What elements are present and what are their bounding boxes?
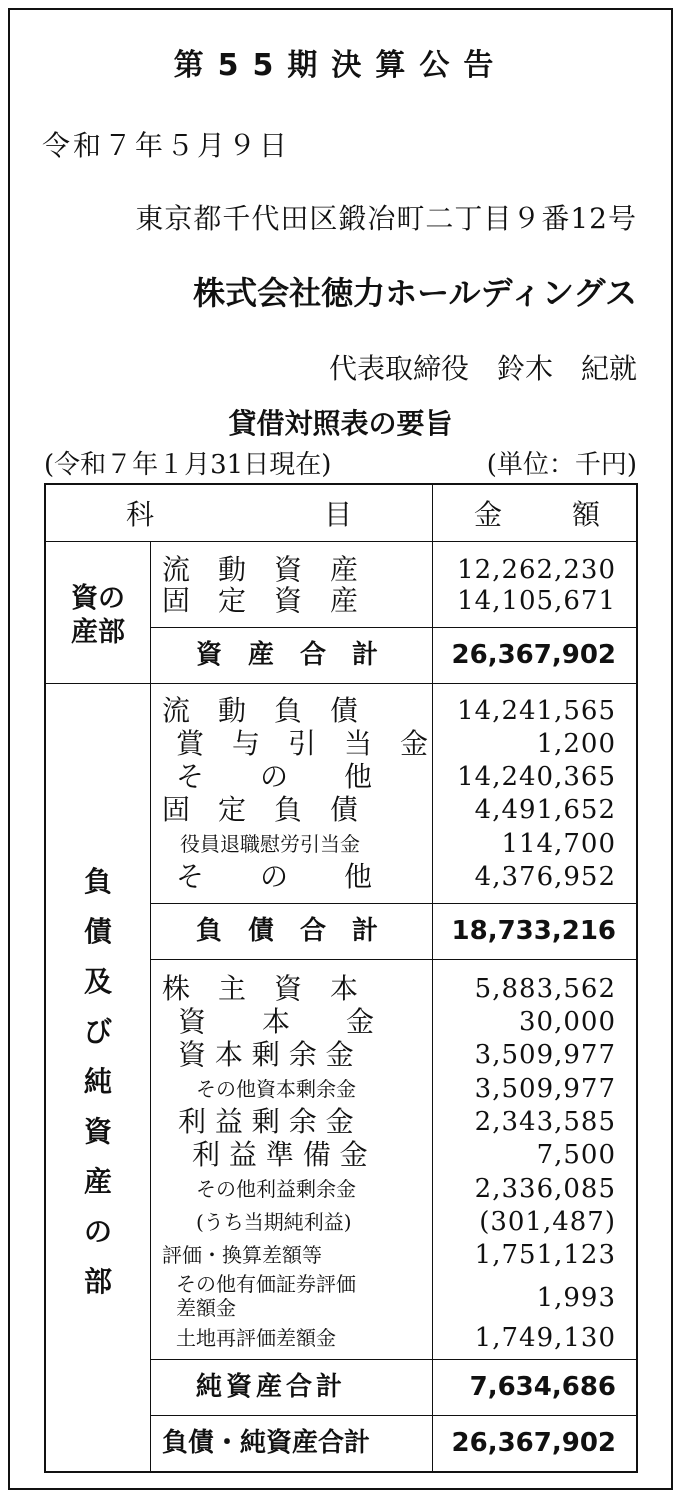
net-asset-value: 3,509,977 (474, 1040, 616, 1070)
net-asset-value: (301,487) (479, 1207, 616, 1237)
liabilities-total-rule-top (150, 903, 636, 904)
notice-date: 令和７年５月９日 (42, 129, 291, 162)
liability-label: そ の 他 (176, 860, 373, 893)
liability-label: 固 定 負 債 (162, 793, 359, 826)
liability-value: 1,200 (536, 729, 616, 759)
liability-value: 14,241,565 (457, 696, 616, 726)
balance-sheet-table (44, 483, 638, 1473)
notice-title: 第55期決算公告 (173, 48, 508, 83)
liabilities-total-value: 18,733,216 (451, 916, 616, 946)
assets-total-rule (150, 627, 636, 628)
net-asset-value: 2,336,085 (474, 1174, 616, 1204)
grand-total-rule-top (150, 1415, 636, 1416)
net-asset-value: 5,883,562 (474, 974, 616, 1004)
statement-unit: (単位：千円) (486, 450, 637, 480)
grand-total-value: 26,367,902 (451, 1428, 616, 1458)
statement-title: 貸借対照表の要旨 (228, 407, 453, 440)
net-asset-value: 1,993 (536, 1283, 616, 1313)
assets-total-label: 資 産 合 計 (196, 640, 379, 670)
header-item-2: 目 (324, 498, 353, 531)
net-asset-value: 1,751,123 (474, 1240, 616, 1270)
net-asset-label: 差額金 (176, 1296, 236, 1320)
net-asset-value: 2,343,585 (474, 1107, 616, 1137)
net-assets-total-rule-top (150, 1359, 636, 1360)
net-asset-label: (うち当期純利益) (196, 1210, 352, 1234)
assets-section-rule (46, 683, 636, 684)
asset-label: 流 動 資 産 (162, 553, 359, 586)
net-asset-label: その他利益剰余金 (196, 1177, 356, 1201)
net-asset-label: その他資本剰余金 (196, 1077, 356, 1101)
liability-value: 4,376,952 (474, 862, 616, 892)
liabilities-total-label: 負 債 合 計 (196, 916, 379, 946)
liabilities-section-label: 負 債 及 び 純 資 産 の 部 (83, 865, 112, 1298)
net-asset-value: 7,500 (536, 1140, 616, 1170)
liability-value: 4,491,652 (474, 795, 616, 825)
net-asset-label: 利 益 剰 余 金 (178, 1105, 354, 1138)
net-asset-label: 利 益 準 備 金 (192, 1138, 368, 1171)
asset-label: 固 定 資 産 (162, 584, 359, 617)
net-asset-value: 1,749,130 (474, 1323, 616, 1353)
liabilities-total-rule-bottom (150, 959, 636, 960)
asset-value: 14,105,671 (457, 586, 616, 616)
net-asset-label: 資 本 金 (178, 1005, 375, 1038)
representative: 代表取締役 鈴木 紀就 (328, 352, 637, 385)
company-address: 東京都千代田区鍛冶町二丁目９番12号 (135, 202, 637, 235)
net-asset-value: 3,509,977 (474, 1074, 616, 1104)
header-amount-2: 額 (572, 498, 601, 531)
liability-value: 114,700 (501, 829, 616, 859)
assets-total-value: 26,367,902 (451, 640, 616, 670)
net-asset-label: 土地再評価差額金 (176, 1326, 336, 1350)
net-asset-label: 評価・換算差額等 (162, 1243, 322, 1267)
company-name: 株式会社徳力ホールディングス (193, 274, 637, 312)
liability-label: 流 動 負 債 (162, 694, 359, 727)
section-divider (150, 541, 151, 1471)
liability-value: 14,240,365 (457, 762, 616, 792)
net-assets-total-value: 7,634,686 (469, 1372, 616, 1402)
header-item-1: 科 (126, 498, 155, 531)
net-assets-total-label: 純資産合計 (196, 1372, 347, 1402)
net-asset-value: 30,000 (519, 1007, 616, 1037)
liability-label: そ の 他 (176, 760, 373, 793)
assets-section-label: 資の 産部 (71, 583, 125, 648)
net-asset-label: その他有価証券評価 (176, 1272, 356, 1296)
header-rule (46, 541, 636, 542)
net-asset-label: 株 主 資 本 (162, 972, 359, 1005)
liability-label: 賞 与 引 当 金 (176, 727, 429, 760)
header-amount-1: 金 (474, 498, 503, 531)
asset-value: 12,262,230 (457, 555, 616, 585)
net-asset-label: 資 本 剰 余 金 (178, 1038, 354, 1071)
amount-divider (432, 485, 433, 1471)
liability-label: 役員退職慰労引当金 (180, 832, 360, 856)
grand-total-label: 負債・純資産合計 (162, 1428, 371, 1458)
statement-date: (令和７年１月31日現在) (44, 450, 332, 480)
